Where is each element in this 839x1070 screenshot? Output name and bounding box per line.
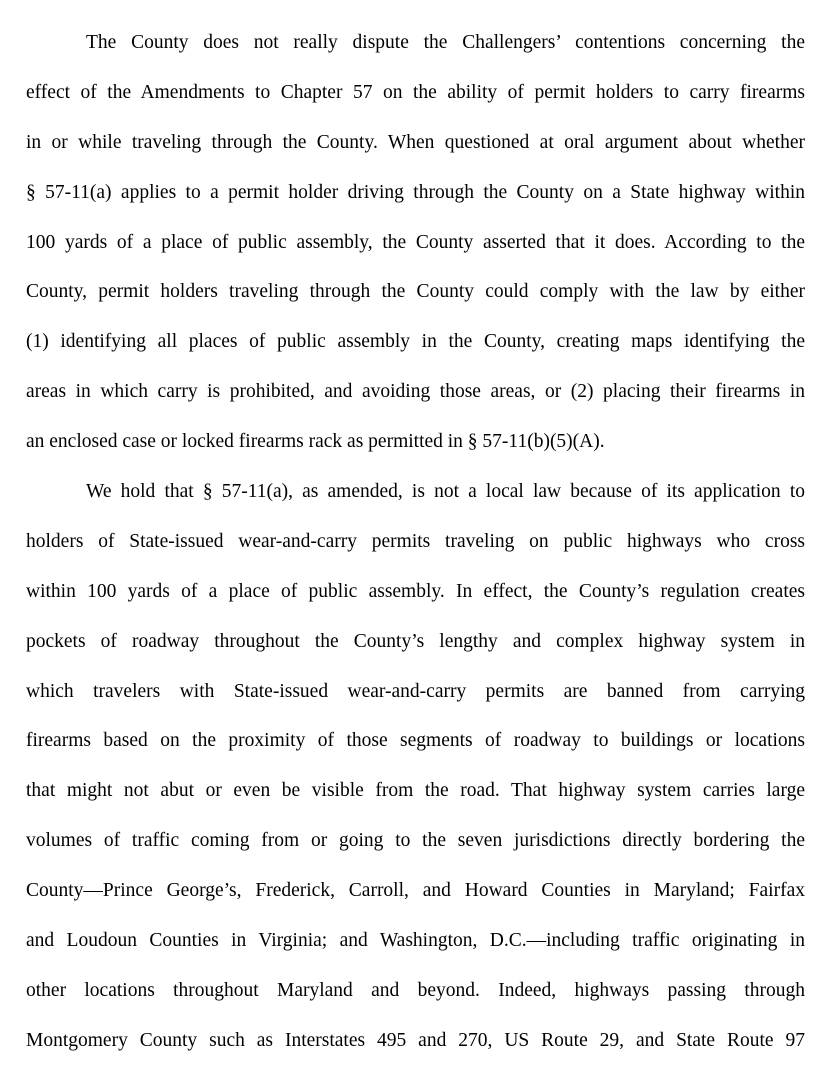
text-line: firearms based on the proximity of those segments of roadway to buildings or locations	[26, 730, 805, 752]
paragraph-2	[26, 467, 805, 1066]
text-line: County—Prince George’s, Frederick, Carroll, and Howard Counties in Maryland; Fairfax	[26, 880, 805, 902]
text-line: which travelers with State-issued wear-and-carry permits are banned from carrying	[26, 680, 805, 702]
text-line: effect of the Amendments to Chapter 57 on the ability of permit holders to carry firearms	[26, 81, 805, 103]
text-line: We hold that § 57-11(a), as amended, is not a local law because of its application to	[86, 481, 805, 503]
text-line: and Loudoun Counties in Virginia; and Washington, D.C.—including traffic originating in	[26, 930, 805, 952]
text-line: (1) identifying all places of public assembly in the County, creating maps identifying the	[26, 331, 805, 353]
text-line: volumes of traffic coming from or going to the seven jurisdictions directly bordering the	[26, 830, 805, 852]
document-page	[26, 18, 805, 1066]
text-line: The County does not really dispute the Challengers’ contentions concerning the	[86, 32, 805, 53]
text-line: that might not abut or even be visible from the road. That highway system carries large	[26, 780, 805, 802]
paragraph-1	[26, 18, 805, 467]
text-line: areas in which carry is prohibited, and avoiding those areas, or (2) placing their firearms in	[26, 381, 805, 403]
text-line: holders of State-issued wear-and-carry permits traveling on public highways who cross	[26, 530, 805, 552]
text-line: 100 yards of a place of public assembly, the County asserted that it does. According to the	[26, 231, 805, 253]
text-line: Montgomery County such as Interstates 495 and 270, US Route 29, and State Route 97	[26, 1029, 805, 1051]
text-line: an enclosed case or locked firearms rack as permitted in § 57-11(b)(5)(A).	[26, 431, 605, 453]
text-line: § 57-11(a) applies to a permit holder driving through the County on a State highway within	[26, 181, 805, 203]
text-line: in or while traveling through the County. When questioned at oral argument about whether	[26, 131, 805, 153]
text-line: other locations throughout Maryland and beyond. Indeed, highways passing through	[26, 979, 805, 1001]
text-line: within 100 yards of a place of public assembly. In effect, the County’s regulation creates	[26, 580, 805, 602]
text-line: pockets of roadway throughout the County’s lengthy and complex highway system in	[26, 630, 805, 652]
text-line: County, permit holders traveling through the County could comply with the law by either	[26, 281, 805, 303]
